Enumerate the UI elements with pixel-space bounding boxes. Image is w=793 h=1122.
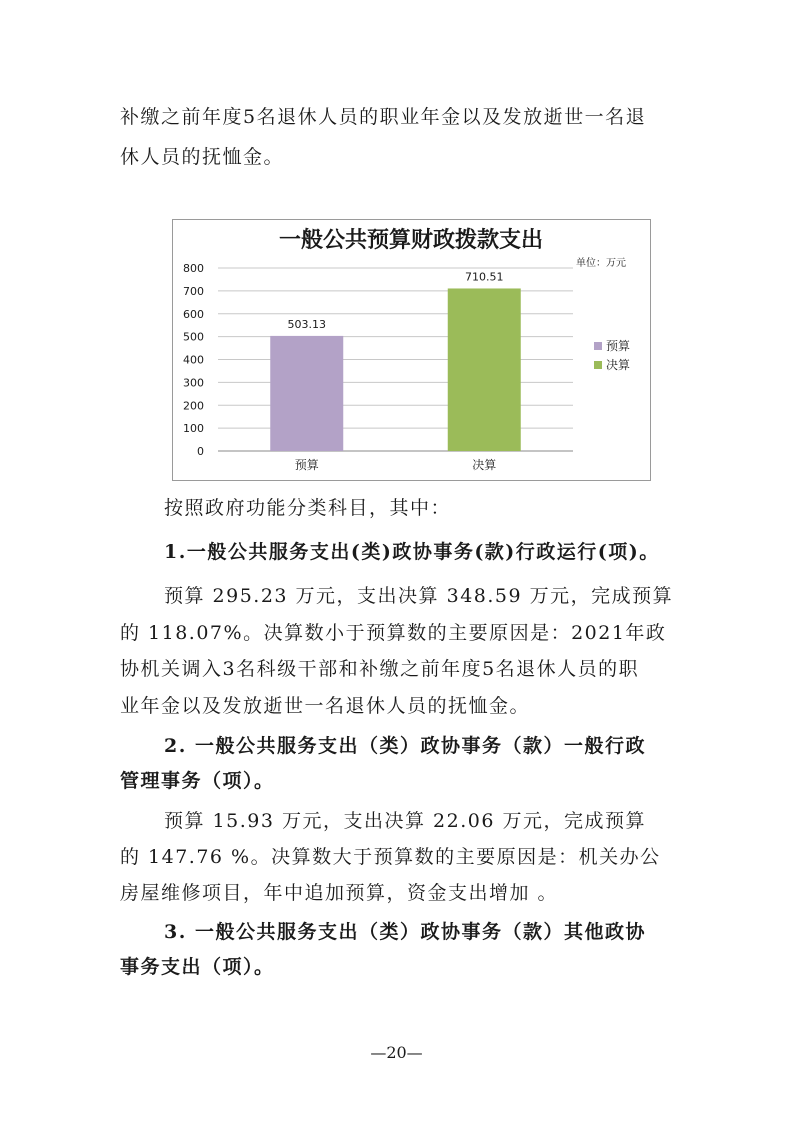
y-tick-label: 500 (183, 330, 204, 344)
y-tick-label: 200 (183, 399, 204, 413)
item3-heading: 3. 一般公共服务支出（类）政协事务（款）其他政协 (164, 921, 646, 943)
legend-label: 决算 (606, 358, 631, 372)
item2-heading: 2. 一般公共服务支出（类）政协事务（款）一般行政 (164, 735, 646, 757)
y-tick-label: 600 (183, 307, 204, 321)
legend-swatch (594, 361, 602, 369)
bar-value-label: 710.51 (465, 270, 504, 284)
y-tick-label: 800 (183, 262, 204, 275)
legend-swatch (594, 342, 602, 350)
y-tick-label: 0 (197, 445, 204, 458)
paragraph-line: 补缴之前年度5名退休人员的职业年金以及发放逝世一名退 (120, 106, 647, 128)
intro-text: 按照政府功能分类科目，其中： (164, 497, 452, 519)
x-category-label: 预算 (294, 458, 319, 472)
paragraph-line: 的 147.76 %。决算数大于预算数的主要原因是：机关办公 (120, 846, 661, 868)
chart-unit: 单位：万元 (576, 258, 626, 269)
chart-title: 一般公共预算财政拨款支出 (278, 228, 544, 253)
paragraph-line: 预算 295.23 万元，支出决算 348.59 万元，完成预算 (164, 585, 674, 607)
y-tick-label: 700 (183, 284, 204, 298)
legend-label: 预算 (606, 339, 631, 353)
y-tick-label: 400 (183, 353, 204, 367)
paragraph-line: 的 118.07%。决算数小于预算数的主要原因是：2021年政 (120, 622, 667, 644)
paragraph-line: 协机关调入3名科级干部和补缴之前年度5名退休人员的职 (120, 658, 640, 680)
item2-heading-cont: 管理事务（项）。 (120, 770, 275, 792)
y-tick-label: 300 (183, 376, 204, 390)
paragraph-line: 休人员的抚恤金。 (120, 146, 285, 168)
bar-budget (270, 336, 343, 451)
paragraph-line: 业年金以及发放逝世一名退休人员的抚恤金。 (120, 695, 531, 717)
x-category-label: 决算 (472, 458, 497, 472)
y-tick-label: 100 (183, 422, 204, 436)
bar-final (448, 288, 521, 451)
bar-value-label: 503.13 (287, 317, 326, 331)
paragraph-line: 预算 15.93 万元，支出决算 22.06 万元，完成预算 (164, 810, 646, 832)
paragraph-line: 房屋维修项目，年中追加预算，资金支出增加 。 (120, 882, 559, 904)
bar-chart (172, 219, 651, 481)
page-number: —20— (370, 1043, 423, 1062)
item3-heading-cont: 事务支出（项）。 (120, 956, 275, 978)
item1-heading: 1.一般公共服务支出(类)政协事务(款)行政运行(项)。 (164, 541, 660, 563)
chart-svg (173, 220, 650, 480)
